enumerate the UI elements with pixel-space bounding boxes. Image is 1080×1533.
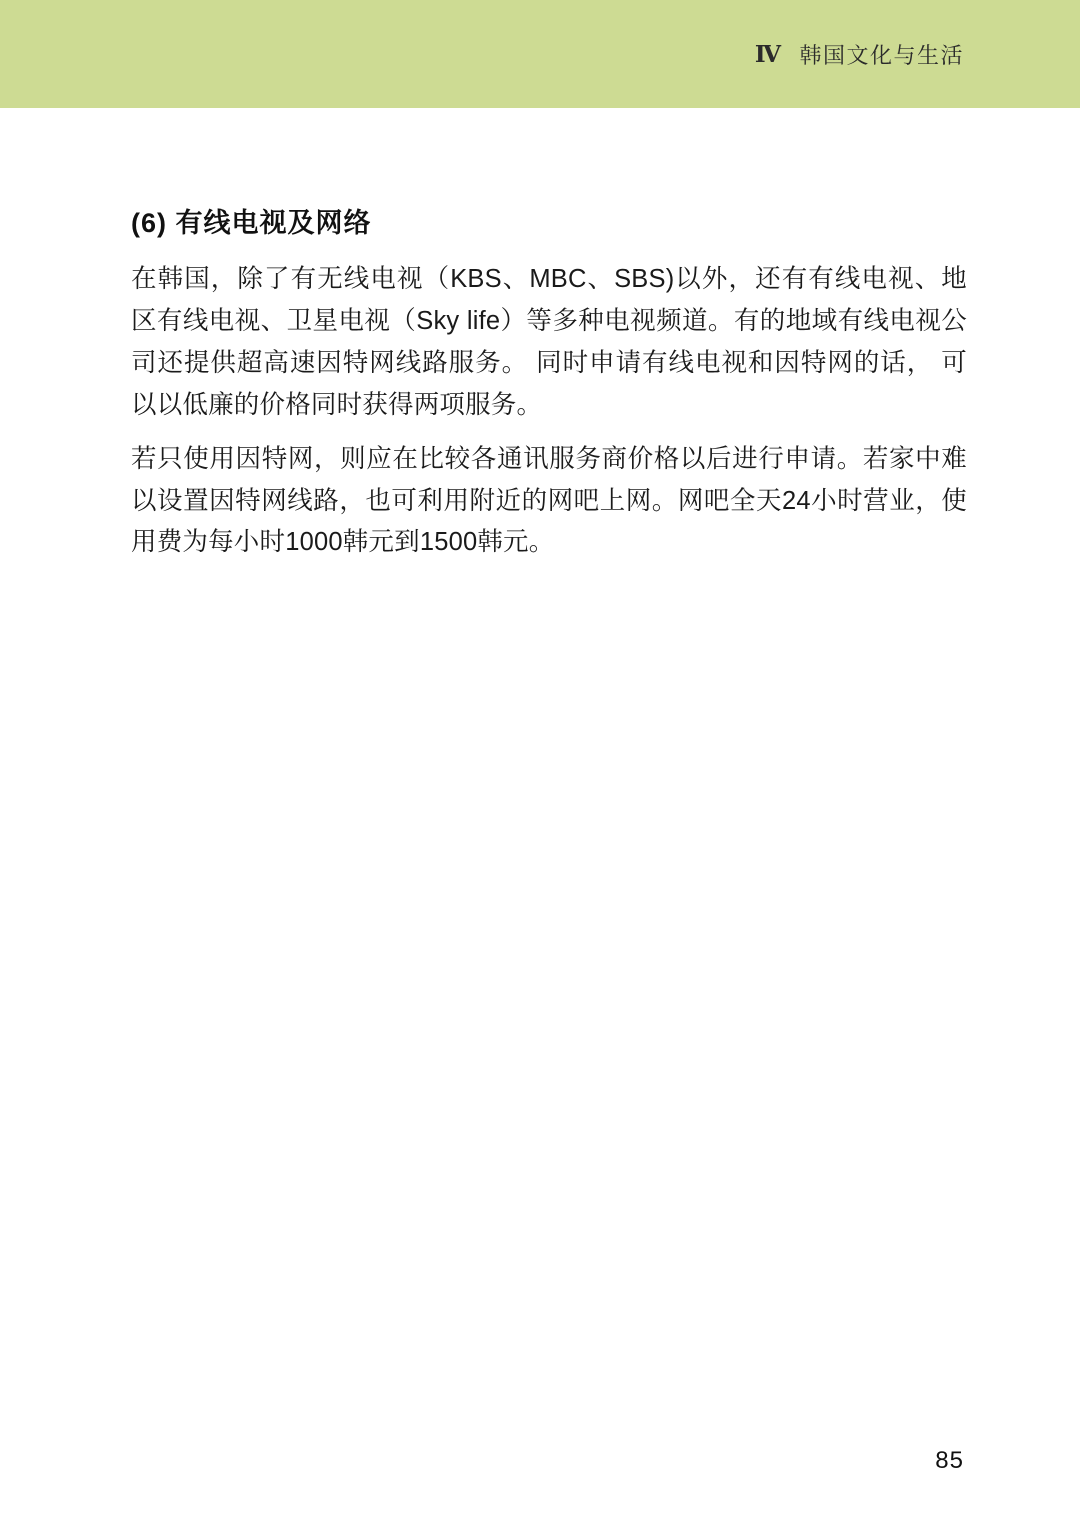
chapter-title: 韩国文化与生活 bbox=[799, 42, 964, 68]
page-content bbox=[131, 205, 967, 570]
page-header-band bbox=[0, 0, 1080, 108]
page-number: 85 bbox=[935, 1447, 964, 1474]
section-heading: (6) 有线电视及网络 bbox=[131, 208, 372, 238]
body-paragraph: 在韩国，除了有无线电视（KBS、MBC、SBS)以外，还有有线电视、地区有线电视、卫星电视（Sky life）等多种电视频道。有的地域有线电视公司还提供超高速因特网线路服务。 同时申请有线电视和因特网的话， 可以以低廉的价格同时获得两项服务。 bbox=[131, 265, 967, 419]
body-paragraph: 若只使用因特网，则应在比较各通讯服务商价格以后进行申请。若家中难以设置因特网线路，也可利用附近的网吧上网。网吧全天24小时营业，使用费为每小时1000韩元到1500韩元。 bbox=[131, 444, 967, 557]
chapter-numeral: Ⅳ bbox=[754, 41, 782, 67]
page-header-content bbox=[755, 0, 964, 108]
